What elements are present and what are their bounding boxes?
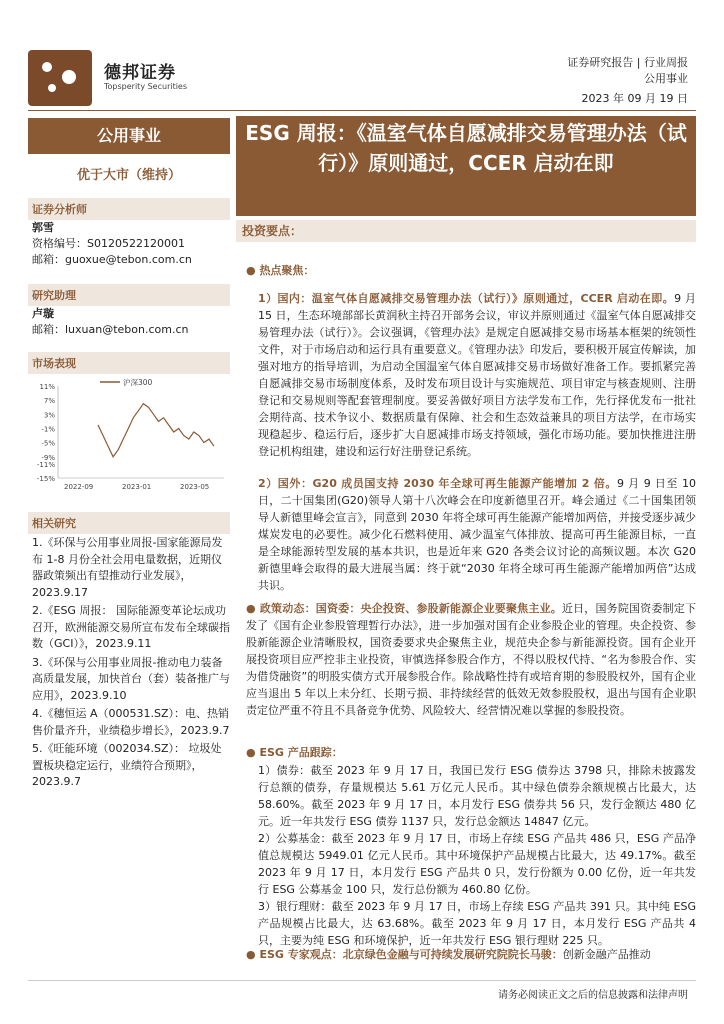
footer-disclaimer: 请务必阅读正文之后的信息披露和法律声明 bbox=[498, 990, 688, 1001]
assistant-name: 卢璇 bbox=[32, 307, 54, 320]
footer-divider bbox=[28, 980, 696, 981]
paragraph-domestic bbox=[258, 290, 696, 460]
header-divider bbox=[28, 110, 696, 111]
related-item[interactable]: 3.《环保与公用事业周报-推动电力装备高质量发展，加快首台（套）装备推广与应用》，2023.9.10 bbox=[32, 655, 230, 702]
legend-label: 沪深300 bbox=[123, 378, 153, 387]
paragraph-international-head: 2）国外：G20 成员国支持 2030 年全球可再生能源产能增加 2 倍。 bbox=[258, 477, 618, 490]
sector-label: 公用事业 bbox=[28, 118, 230, 154]
company-logo bbox=[28, 50, 92, 106]
paragraph-policy bbox=[246, 600, 696, 719]
paragraph-domestic-body: 9 月 15 日，生态环境部部长黄润秋主持召开部务会议，审议并原则通过《温室气体自愿减排交易管理办法（试行）》。会议强调，《管理办法》是规定自愿减排交易市场基本框架的统领性文件，对于市场启动和运行具有重要意义。《管理办法》印发后，要积极开展宣传解读，加强对地方的指导培训，为启动全国温室气体自愿减排交易市场做好准备工作。要抓紧完善自愿减排交易市场制度体系，及时发布项目设计与实施规范、项目审定与核查规则、注册登记和交易规则等配套管理制度。要妥善做好项目方法学发布工作，先行择优发布一批社会期待高、技术争议小、数据质量有保障、社会和生态效益兼具的项目方法学，在市场实现稳起步、稳运行后，逐步扩大自愿减排市场支持领域，强化市场功能。要加快推进注册登记机构组建，建设和运行好注册登记系统。 bbox=[258, 292, 696, 458]
related-item[interactable]: 2.《ESG 周报： 国际能源变革论坛成功召开，欧洲能源交易所宣布发布全球碳指数（GCI）》，2023.9.11 bbox=[32, 604, 230, 650]
paragraph-policy-head: ● 政策动态：国资委：央企投资、参股新能源企业要聚焦主业。 bbox=[246, 602, 562, 615]
report-type: 证券研究报告 | 行业周报 bbox=[567, 56, 688, 69]
paragraph-expert-body: 创新金融产品推动 bbox=[562, 948, 651, 961]
report-title: ESG 周报：《温室气体自愿减排交易管理办法（试行）》原则通过，CCER 启动在即 bbox=[236, 116, 696, 216]
analyst-cert: 资格编号：S0120522120001 bbox=[32, 237, 185, 250]
y-tick-label: 11% bbox=[39, 383, 55, 391]
analyst-section-title: 证券分析师 bbox=[28, 198, 230, 220]
related-item[interactable]: 4.《穗恒运 A（000531.SZ）：电、热销售价量齐升，业绩稳步增长》，2023.9.7 bbox=[32, 707, 230, 737]
y-tick-label: -9% bbox=[41, 453, 55, 462]
x-tick-label: 2022-09 bbox=[64, 483, 94, 491]
company-name-en: Topsperity Securities bbox=[104, 82, 188, 91]
key-points-label: 投资要点： bbox=[236, 220, 696, 242]
y-tick-label: 3% bbox=[43, 411, 55, 420]
paragraph-international bbox=[258, 475, 696, 594]
paragraph-domestic-head: 1）国内：温室气体自愿减排交易管理办法（试行）》原则通过，CCER 启动在即。 bbox=[258, 292, 675, 305]
market-chart bbox=[28, 374, 230, 494]
paragraph-esg-wealth: 3）银行理财：截至 2023 年 9 月 17 日，市场上存续 ESG 产品共 391 只。其中纯 ESG 产品规模占比最大，达 63.68%。截至 2023 年 9 月 17 日，本月发行 ESG 产品共 4 只，主要为纯 ESG 和环境保护，近一年共发行 ESG 银行理财 225 只。 bbox=[258, 900, 696, 947]
x-tick-label: 2023-01 bbox=[122, 483, 152, 491]
hot-topics-title: ● 热点聚焦： bbox=[246, 264, 315, 277]
y-tick-label: -5% bbox=[41, 439, 55, 448]
rating: 优于大市（维持） bbox=[76, 168, 181, 183]
series-line-hs300 bbox=[98, 404, 214, 457]
paragraph-esg-funds: 2）公募基金：截至 2023 年 9 月 17 日，市场上存续 ESG 产品共 486 只，ESG 产品净值总规模达 5949.01 亿元人民币。其中环境保护产品规模占比最大，达 49.17%。截至 2023 年 9 月 17 日，本月发行 ESG 产品共 0 只，发行份额为 0.00 亿份，近一年共发行 ESG 公募基金 100 只，发行总份额为 460.80 亿份。 bbox=[258, 832, 696, 896]
y-tick-label: -11% bbox=[36, 460, 55, 469]
analyst-name: 郭雪 bbox=[32, 221, 54, 234]
expert-head-text: ESG 专家观点：北京绿色金融与可持续发展研究院院长马骏： bbox=[259, 948, 563, 961]
assistant-email[interactable]: 邮箱：luxuan@tebon.com.cn bbox=[32, 323, 189, 336]
company-name-cn: 德邦证券 bbox=[104, 63, 176, 83]
y-tick-label: -15% bbox=[36, 475, 55, 483]
esg-tracking-title: ● ESG 产品跟踪： bbox=[246, 746, 343, 759]
paragraph-expert-head: ● ESG 专家观点：北京绿色金融与可持续发展研究院院长马骏： bbox=[246, 948, 563, 961]
paragraph-esg-bonds: 1）债券：截至 2023 年 9 月 17 日，我国已发行 ESG 债券达 3798 只，排除未披露发行总额的债券，存量规模达 5.61 万亿元人民币。其中绿色债券余额规模占比最大，达 58.60%。截至 2023 年 9 月 17 日，本月发行 ESG 债券共 56 只，发行金额达 480 亿元。近一年共发行 ESG 债券 1137 只，发行总金额达 14847 亿元。 bbox=[258, 764, 696, 828]
analyst-email[interactable]: 邮箱：guoxue@tebon.com.cn bbox=[32, 253, 192, 266]
related-section-title: 相关研究 bbox=[28, 512, 230, 534]
policy-head-text: 政策动态：国资委：央企投资、参股新能源企业要聚焦主业。 bbox=[259, 602, 562, 615]
paragraph-policy-body: 近日，国务院国资委制定下发了《国有企业参股管理暂行办法》，进一步加强对国有企业参股企业的管理。央企投资、参股新能源企业清晰股权，国资委要求央企聚焦主业，规范央企参与新能源投资。国有企业开展投资项目应严控非主业投资，审慎选择参股合作方，不得以股权代持、“名为参股合作、实为借贷融资”的明股实债方式开展参股合作。除战略性持有或培育期的参股股权外，国有企业应当退出 5 年以上未分红、长期亏损、非持续经营的低效无效参股股权，退出与国有企业职责定位严重不符且不具备竞争优势、风险较大、经营情况难以掌握的参股投资。 bbox=[246, 602, 697, 717]
market-section-title: 市场表现 bbox=[28, 352, 230, 374]
header-sector: 公用事业 bbox=[644, 72, 688, 85]
assistant-section-title: 研究助理 bbox=[28, 284, 230, 306]
market-chart-svg bbox=[28, 374, 230, 494]
related-list bbox=[32, 535, 230, 793]
report-date: 2023 年 09 月 19 日 bbox=[581, 92, 688, 105]
hot-topics-text: 热点聚焦： bbox=[259, 264, 315, 277]
related-item[interactable]: 1.《环保与公用事业周报-国家能源局发布 1-8 月份全社会用电量数据，近期仪器政策频出有望推动行业发展》，2023.9.17 bbox=[32, 536, 223, 599]
y-tick-label: -1% bbox=[41, 425, 55, 434]
paragraph-international-body: 9 月 9 日至 10 日，二十国集团(G20)领导人第十八次峰会在印度新德里召开。峰会通过《二十国集团领导人新德里峰会宣言》，同意到 2030 年将全球可再生能源产能增加两倍，并接受逐步减少煤炭发电的必要性。减少化石燃料使用、减少温室气体排放、提高可再生能源目标，一直是全球能源转型发展的基本共识，也是近年来 G20 各类会议讨论的高频议题。本次 G20 新德里峰会取得的最大进展当属：终于就“2030 年将全球可再生能源产能增加两倍”达成共识。 bbox=[258, 477, 697, 592]
esg-tracking-text: ESG 产品跟踪： bbox=[259, 746, 343, 759]
paragraph-expert bbox=[246, 946, 696, 963]
related-item[interactable]: 5.《旺能环境（002034.SZ）： 垃圾处置板块稳定运行，业绩符合预期》，2023.9.7 bbox=[32, 742, 222, 788]
y-tick-label: 7% bbox=[43, 397, 55, 406]
x-tick-label: 2023-05 bbox=[180, 483, 210, 491]
